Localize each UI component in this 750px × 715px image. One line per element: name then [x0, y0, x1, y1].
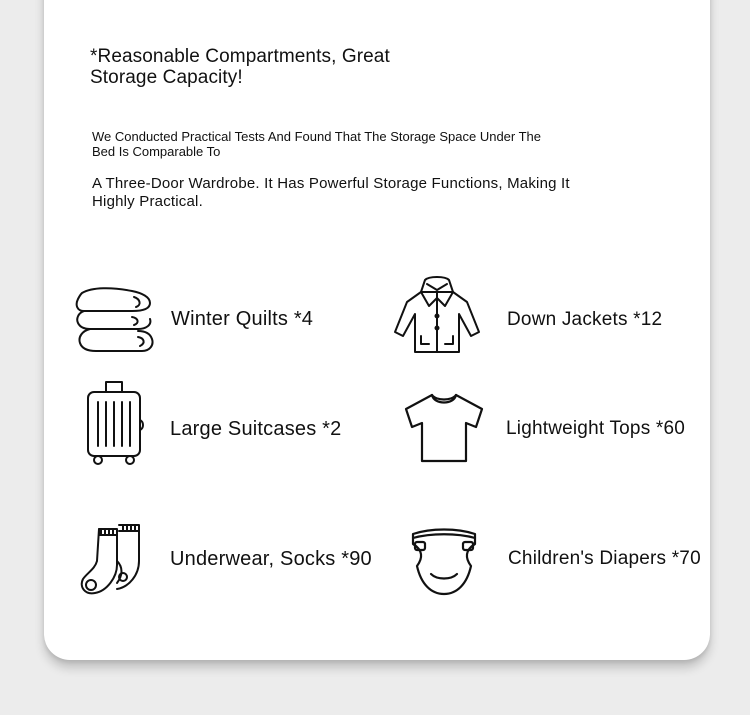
item-label: Down Jackets *12	[507, 309, 663, 330]
subheading-line-2: Bed Is Comparable To	[92, 144, 221, 159]
section-heading	[90, 46, 430, 88]
socks-icon	[79, 521, 145, 597]
heading-line-1: *Reasonable Compartments, Great	[90, 46, 390, 67]
description-paragraph	[92, 175, 622, 211]
item-label: Underwear, Socks *90	[170, 548, 372, 570]
paragraph-line-1: A Three-Door Wardrobe. It Has Powerful Storage Functions, Making It	[92, 175, 570, 192]
item-label: Lightweight Tops *60	[506, 418, 685, 439]
subheading	[92, 129, 592, 159]
item-label: Children's Diapers *70	[508, 548, 701, 569]
item-label: Large Suitcases *2	[170, 418, 342, 440]
item-label: Winter Quilts *4	[171, 308, 314, 330]
heading-line-2: Storage Capacity!	[90, 67, 243, 88]
jacket-icon	[391, 276, 483, 354]
tshirt-icon	[402, 391, 486, 465]
folded-quilt-icon	[72, 283, 156, 355]
paragraph-line-2: Highly Practical.	[92, 193, 203, 210]
subheading-line-1: We Conducted Practical Tests And Found That The Storage Space Under The	[92, 129, 542, 144]
diaper-icon	[407, 528, 481, 598]
suitcase-icon	[84, 380, 144, 466]
